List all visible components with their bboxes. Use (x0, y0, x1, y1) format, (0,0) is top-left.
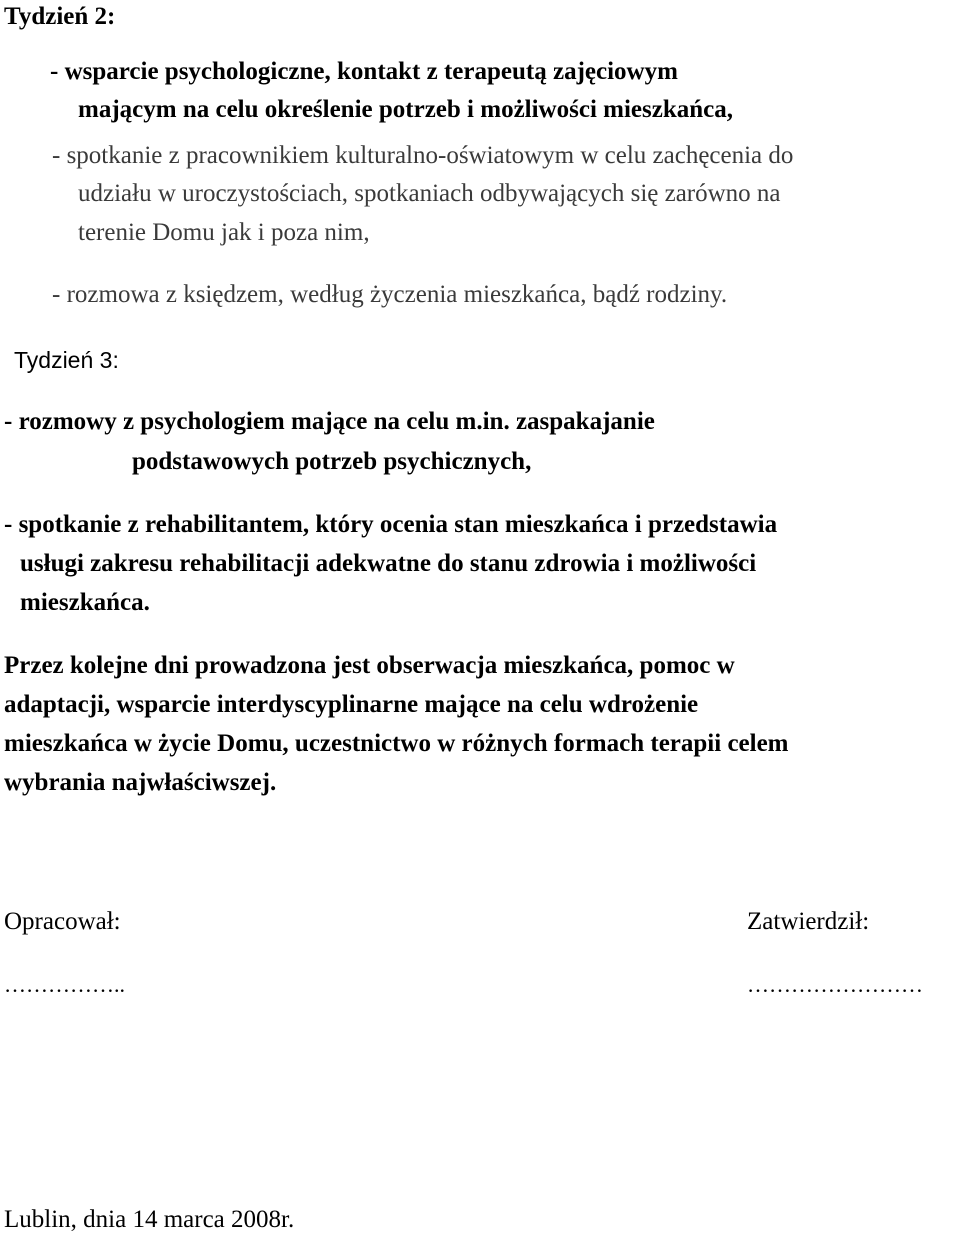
week2-item3: - rozmowa z księdzem, według życzenia mieszkańca, bądź rodziny. (52, 281, 728, 308)
week3-item1-line2: podstawowych potrzeb psychicznych, (132, 448, 532, 475)
week3-item2-line1: - spotkanie z rehabilitantem, który ocenia stan mieszkańca i przedstawia (4, 511, 778, 538)
week2-item1-line1: - wsparcie psychologiczne, kontakt z terapeutą zajęciowym (50, 58, 678, 85)
week3-item2-line3: mieszkańca. (20, 589, 150, 616)
week3-item2-line2: usługi zakresu rehabilitacji adekwatne do stanu zdrowia i możliwości (20, 550, 757, 577)
week2-item2-line3: terenie Domu jak i poza nim, (78, 219, 370, 246)
week2-item2-line1: - spotkanie z pracownikiem kulturalno-oświatowym w celu zachęcenia do (52, 142, 794, 169)
summary-line1: Przez kolejne dni prowadzona jest obserwacja mieszkańca, pomoc w (4, 652, 735, 679)
approved-by-label: Zatwierdził: (747, 908, 870, 935)
approved-by-signature-line: …………………… (747, 972, 923, 997)
week3-item1-line1: - rozmowy z psychologiem mające na celu m.in. zaspakajanie (4, 408, 655, 435)
week2-item2-line2: udziału w uroczystościach, spotkaniach odbywających się zarówno na (78, 180, 781, 207)
week2-heading: Tydzień 2: (4, 3, 116, 30)
place-and-date: Lublin, dnia 14 marca 2008r. (4, 1206, 295, 1233)
prepared-by-label: Opracował: (4, 908, 121, 935)
prepared-by-signature-line: …………….. (4, 972, 125, 997)
week3-heading: Tydzień 3: (14, 347, 119, 373)
summary-line2: adaptacji, wsparcie interdyscyplinarne mające na celu wdrożenie (4, 691, 699, 718)
summary-line3: mieszkańca w życie Domu, uczestnictwo w różnych formach terapii celem (4, 730, 789, 757)
week2-item1-line2: mającym na celu określenie potrzeb i możliwości mieszkańca, (78, 96, 733, 123)
summary-line4: wybrania najwłaściwszej. (4, 769, 277, 796)
